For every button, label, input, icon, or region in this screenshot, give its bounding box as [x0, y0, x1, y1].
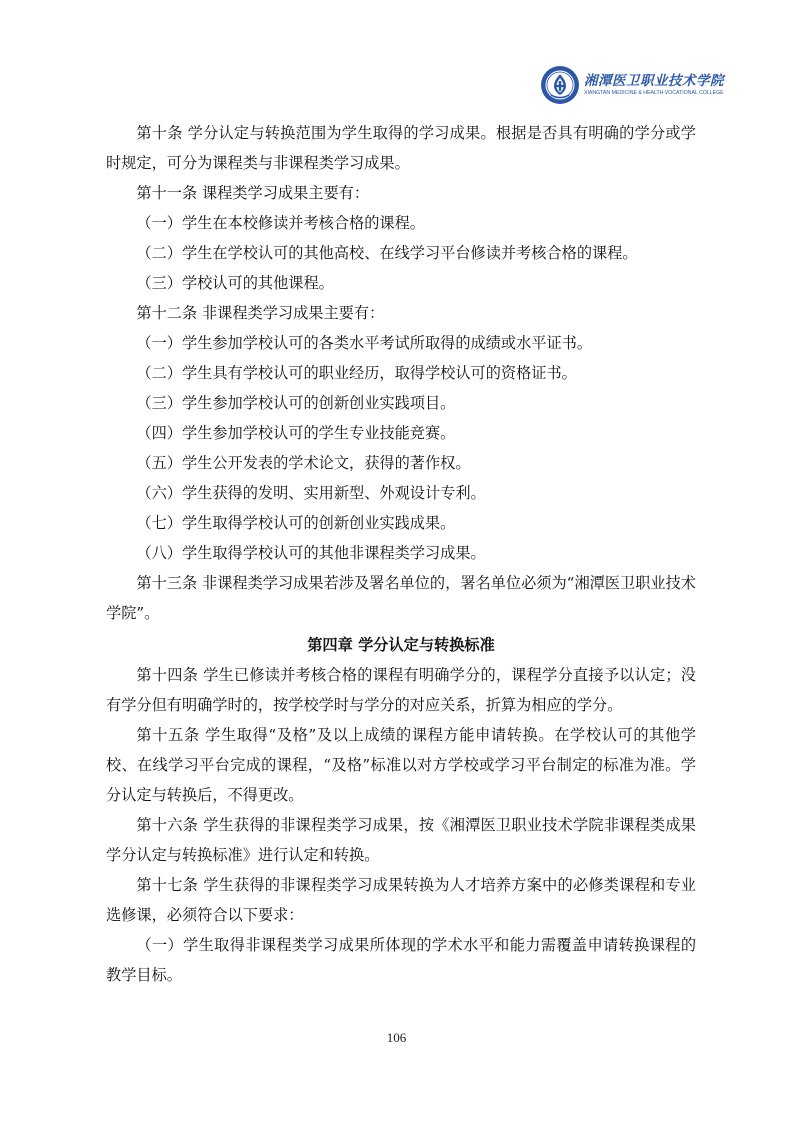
article-10: 第十条 学分认定与转换范围为学生取得的学习成果。根据是否具有明确的学分或学时规定，可分为课程类与非课程类学习成果。 — [106, 124, 696, 172]
list-item: （五）学生公开发表的学术论文，获得的著作权。 — [136, 454, 471, 472]
list-item: （四）学生参加学校认可的学生专业技能竞赛。 — [136, 424, 456, 442]
college-seal-icon — [540, 65, 580, 105]
chapter-4-heading: 第四章 学分认定与转换标准 — [307, 636, 495, 654]
college-logo — [540, 62, 730, 108]
list-item: （六）学生获得的发明、实用新型、外观设计专利。 — [136, 484, 486, 502]
list-item: （三）学校认可的其他课程。 — [136, 274, 334, 292]
document-body — [106, 118, 696, 990]
list-item: （七）学生取得学校认可的创新创业实践成果。 — [136, 514, 456, 532]
page-number: 106 — [386, 1030, 407, 1045]
article-17: 第十七条 学生获得的非课程类学习成果转换为人才培养方案中的必修类课程和专业选修课，必须符合以下要求： — [106, 876, 696, 924]
list-item: （一）学生在本校修读并考核合格的课程。 — [136, 214, 425, 232]
list-item: （一）学生参加学校认可的各类水平考试所取得的成绩或水平证书。 — [136, 334, 593, 352]
article-12: 第十二条 非课程类学习成果主要有： — [136, 304, 385, 322]
list-item: （二）学生在学校认可的其他高校、在线学习平台修读并考核合格的课程。 — [136, 244, 638, 262]
list-item: （八）学生取得学校认可的其他非课程类学习成果。 — [136, 544, 486, 562]
article-13: 第十三条 非课程类学习成果若涉及署名单位的，署名单位必须为“湘潭医卫职业技术学院”。 — [106, 574, 696, 622]
article-15: 第十五条 学生取得“及格”及以上成绩的课程方能申请转换。在学校认可的其他学校、在线学习平台完成的课程，“及格”标准以对方学校或学习平台制定的标准为准。学分认定与转换后，不得更改。 — [106, 726, 696, 804]
college-name-en: XIANGTAN MEDICINE & HEALTH VOCATIONAL COLLEGE — [584, 90, 724, 96]
college-name-cn: 湘潭医卫职业技术学院 — [584, 73, 724, 89]
list-item: （二）学生具有学校认可的职业经历，取得学校认可的资格证书。 — [136, 364, 577, 382]
article-11: 第十一条 课程类学习成果主要有： — [136, 184, 370, 202]
article-14: 第十四条 学生已修读并考核合格的课程有明确学分的，课程学分直接予以认定；没有学分但有明确学时的，按学校学时与学分的对应关系，折算为相应的学分。 — [106, 666, 696, 714]
list-item: （三）学生参加学校认可的创新创业实践项目。 — [136, 394, 456, 412]
article-16: 第十六条 学生获得的非课程类学习成果，按《湘潭医卫职业技术学院非课程类成果学分认定与转换标准》进行认定和转换。 — [106, 816, 696, 864]
article-17-item-1: （一）学生取得非课程类学习成果所体现的学术水平和能力需覆盖申请转换课程的教学目标。 — [106, 936, 696, 984]
